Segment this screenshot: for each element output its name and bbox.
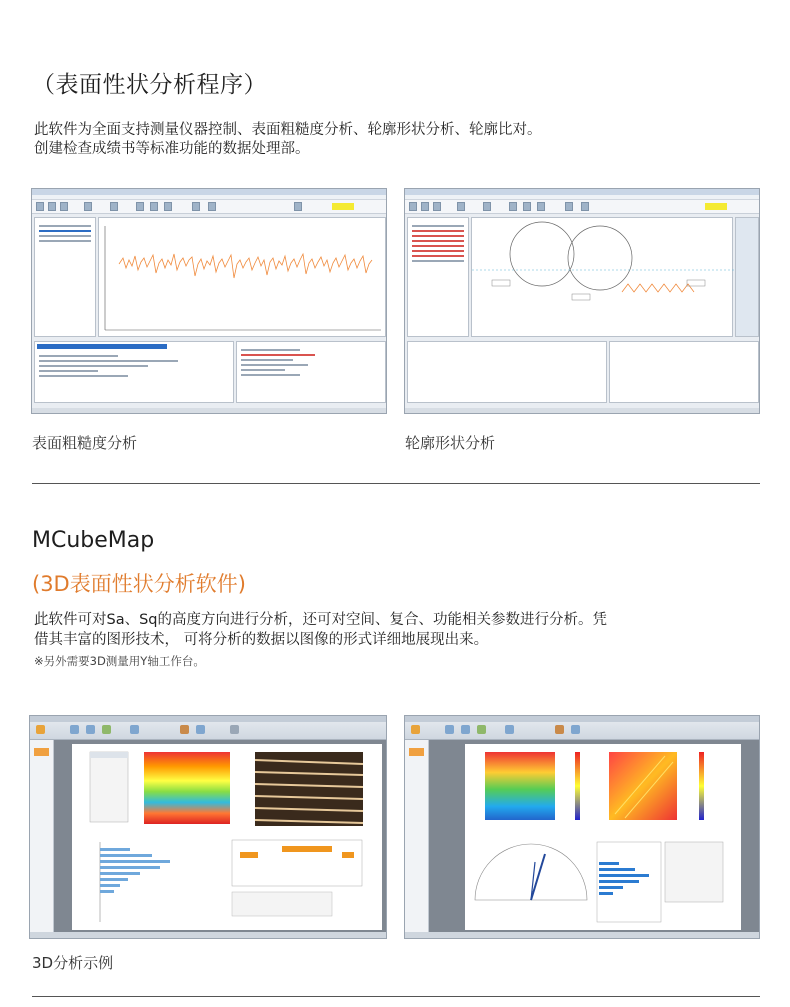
window-toolbar (32, 200, 386, 214)
side-panel (30, 740, 54, 932)
analysis-figures (465, 744, 741, 930)
caption-contour: 轮廓形状分析 (405, 434, 496, 452)
section-desc-line-1: 此软件为全面支持测量仪器控制、表面粗糙度分析、轮廓形状分析、轮廓比对。 (34, 122, 542, 138)
section-title: （表面性状分析程序） (32, 72, 267, 98)
caption-3d-example: 3D分析示例 (32, 954, 114, 972)
caption-roughness: 表面粗糙度分析 (32, 434, 138, 452)
report-page (72, 744, 382, 930)
product-subtitle: (3D表面性状分析软件) (32, 572, 246, 596)
mcubemap-screenshot-2 (404, 715, 760, 939)
results-table-panel (34, 341, 234, 403)
bottom-divider (32, 996, 760, 997)
section-desc-line-2: 创建检查成绩书等标准功能的数据处理部。 (34, 141, 310, 157)
roughness-trace (99, 218, 387, 338)
window-statusbar (32, 408, 386, 413)
analysis-figures (72, 744, 382, 930)
contour-graph-panel (471, 217, 733, 337)
parameters-panel (236, 341, 386, 403)
report-page (465, 744, 741, 930)
window-toolbar (405, 200, 759, 214)
ribbon-toolbar (405, 716, 759, 740)
roughness-analysis-screenshot (31, 188, 387, 414)
window-statusbar (405, 932, 759, 938)
results-table-panel (407, 341, 607, 403)
ribbon-toolbar (30, 716, 386, 740)
window-statusbar (405, 408, 759, 413)
tree-panel (407, 217, 469, 337)
side-toolbox (735, 217, 759, 337)
requirement-note: ※另外需要3D测量用Y轴工作台。 (34, 654, 205, 668)
section-divider (32, 483, 760, 484)
product-name: MCubeMap (32, 528, 155, 553)
contour-circles (472, 218, 734, 338)
contour-analysis-screenshot (404, 188, 760, 414)
tree-panel (34, 217, 96, 337)
parameters-panel (609, 341, 759, 403)
product-desc-line-1: 此软件可对Sa、Sq的高度方向进行分析，还可对空间、复合、功能相关参数进行分析。凭 (34, 612, 607, 628)
roughness-graph-panel (98, 217, 386, 337)
window-statusbar (30, 932, 386, 938)
mcubemap-screenshot-1 (29, 715, 387, 939)
report-canvas (54, 740, 386, 932)
product-desc-line-2: 借其丰富的图形技术， 可将分析的数据以图像的形式详细地展现出来。 (34, 632, 489, 648)
report-canvas (429, 740, 759, 932)
side-panel (405, 740, 429, 932)
